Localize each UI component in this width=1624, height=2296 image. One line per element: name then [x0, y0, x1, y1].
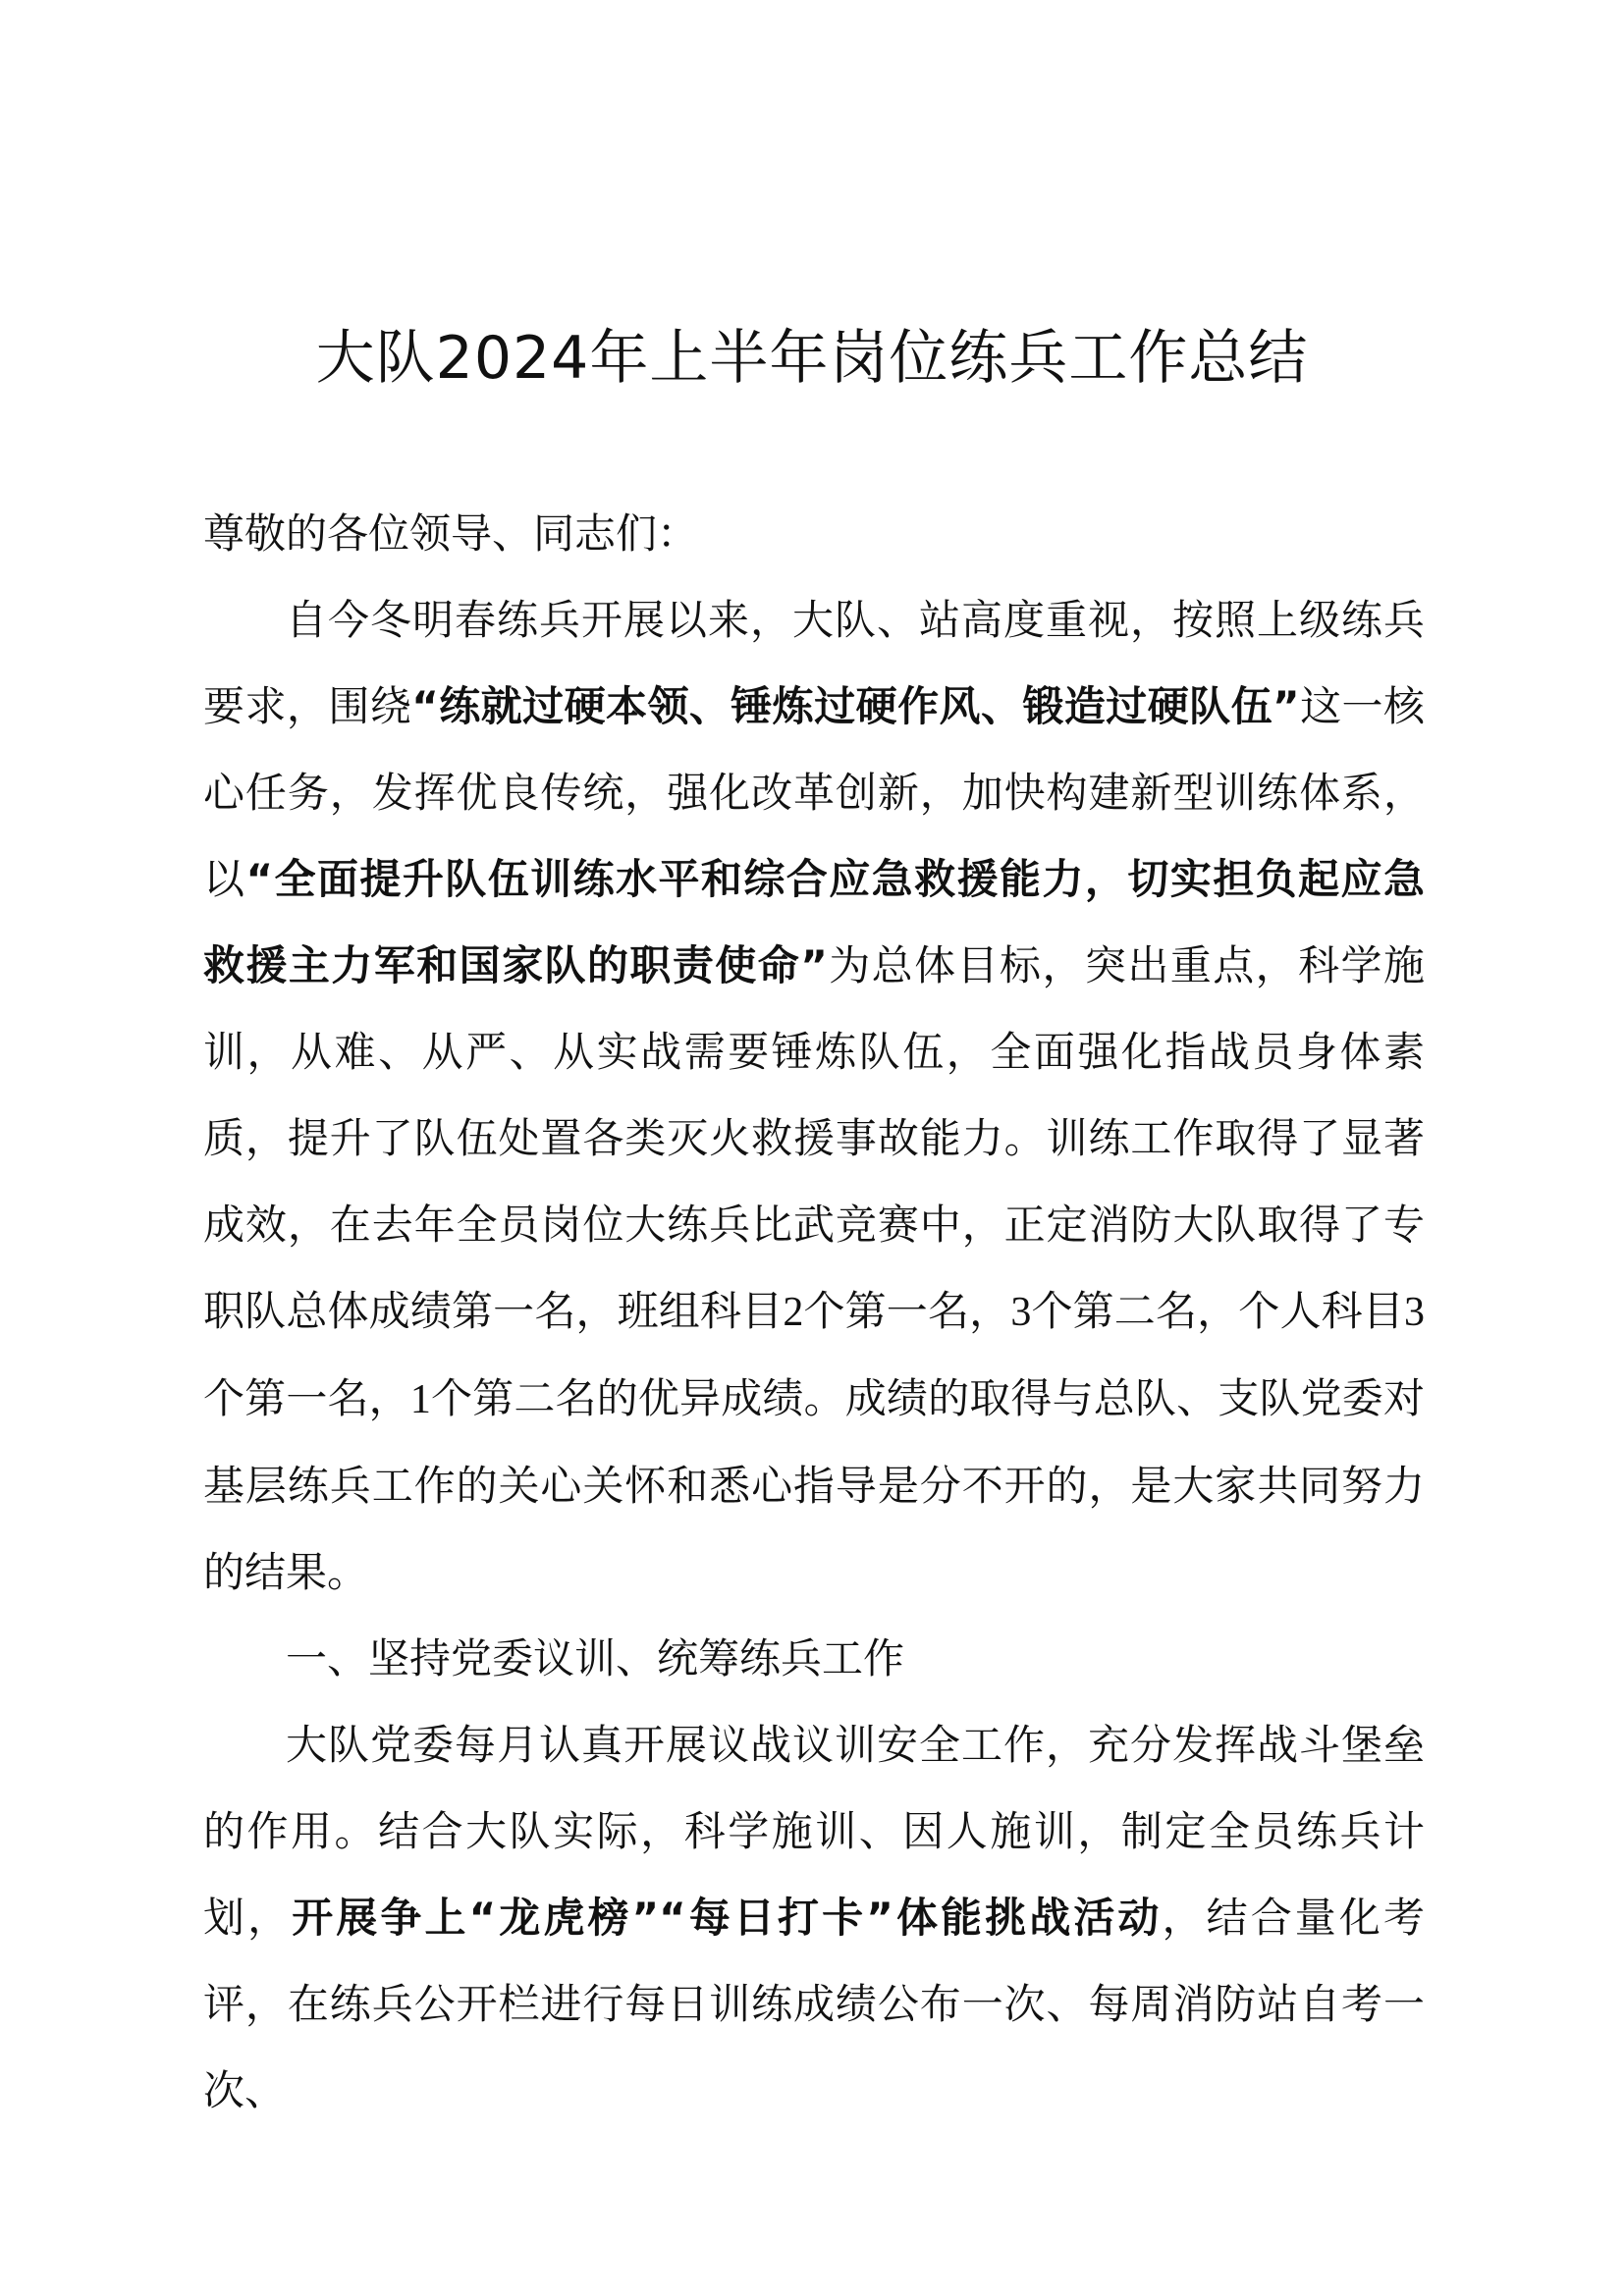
- paragraph-section-1: [203, 1702, 1425, 2134]
- section-heading-1: 一、坚持党委议训、统筹练兵工作: [286, 1634, 905, 1682]
- number-run: 3: [1403, 1290, 1425, 1335]
- text-run: 个第一名，: [803, 1287, 1011, 1335]
- bold-text-run: 开展争上“龙虎榜”“每日打卡”体能挑战活动: [292, 1894, 1163, 1942]
- bold-text-run: “练就过硬本领、锤炼过硬作风、锻造过硬队伍”: [411, 682, 1300, 730]
- document-body: [203, 491, 1425, 2134]
- document-title: 大队2024年上半年岗位练兵工作总结: [315, 324, 1309, 393]
- number-run: 1: [409, 1377, 431, 1422]
- salutation: 尊敬的各位领导、同志们：: [203, 509, 699, 558]
- text-run: 个第二名，个人科目: [1031, 1287, 1404, 1335]
- paragraph-intro: [203, 577, 1425, 1616]
- text-run: ，结合量化考评，在练兵公开栏进行每日训练成绩公布一次、每周消防站自考一次、: [203, 1894, 1425, 2114]
- text-run: 个第二名的优异成绩。成绩的取得与总队、支队党委对基层练兵工作的关心关怀和悉心指导是分不开的，是大家共同努力的结果。: [203, 1374, 1425, 1596]
- number-run: 3: [1010, 1290, 1032, 1335]
- text-run: 个第一名，: [203, 1374, 410, 1422]
- text-run: 这一核心任务，发挥优良传统，强化改革创新，加快构建新型训练体系，以: [203, 682, 1425, 903]
- text-run: 大队党委每月认真开展议战议训安全工作，充分发挥战斗堡垒的作用。结合大队实际，科学施训、因人施训，制定全员练兵计划，: [203, 1721, 1425, 1942]
- text-run: 自今冬明春练兵开展以来，大队、站高度重视，按照上级练兵要求，围绕: [203, 596, 1425, 730]
- bold-text-run: “全面提升队伍训练水平和综合应急救援能力，切实担负起应急救援主力军和国家队的职责使命”: [203, 855, 1425, 989]
- text-run: 为总体目标，突出重点，科学施训，从难、从严、从实战需要锤炼队伍，全面强化指战员身体素质，提升了队伍处置各类灭火救援事故能力。训练工作取得了显著成效，在去年全员岗位大练兵比武竞赛中，正定消防大队取得了专职队总体成绩第一名，班组科目: [203, 941, 1425, 1335]
- number-run: 2: [783, 1290, 804, 1335]
